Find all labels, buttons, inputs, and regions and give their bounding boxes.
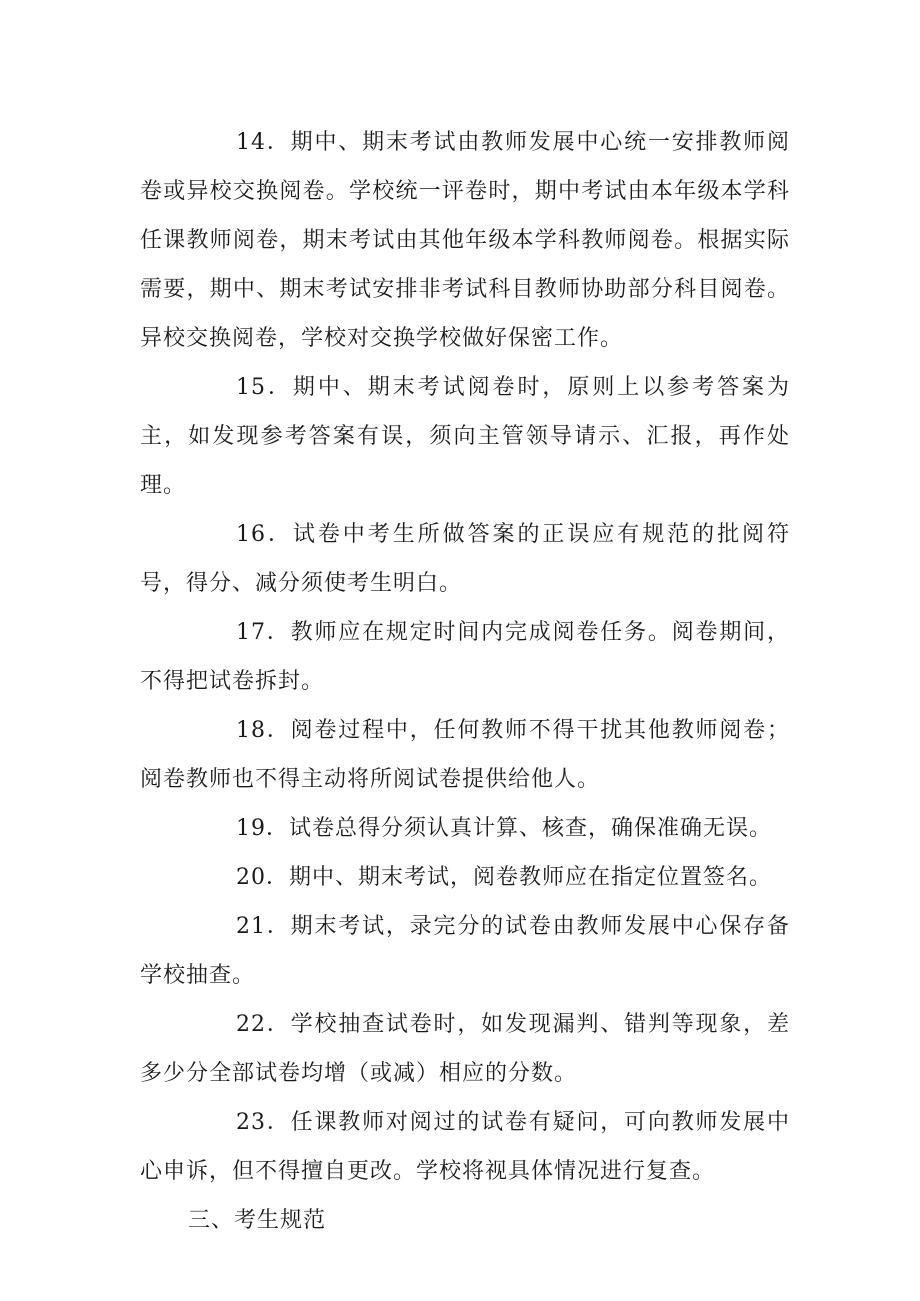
clause-number: 21 [236, 914, 266, 939]
clause-number: 16 [236, 522, 266, 547]
clause-number: 20 [236, 865, 266, 890]
clause-14 [140, 118, 790, 363]
clause-19 [140, 804, 790, 853]
clause-number: 15 [236, 375, 266, 400]
clause-text: ．学校抽查试卷时，如发现漏判、错判等现象，差多少分全部试卷均增（或减）相应的分数。 [140, 1012, 790, 1086]
clause-text: ．教师应在规定时间内完成阅卷任务。阅卷期间，不得把试卷拆封。 [140, 620, 790, 694]
clause-number: 18 [236, 718, 266, 743]
clause-number: 14 [236, 130, 266, 155]
clause-text: ．试卷总得分须认真计算、核查，确保准确无误。 [266, 816, 773, 841]
clause-22 [140, 1000, 790, 1098]
clause-17 [140, 608, 790, 706]
clause-text: ．期中、期末考试，阅卷教师应在指定位置签名。 [266, 865, 773, 890]
clause-15 [140, 363, 790, 510]
clause-text: ．试卷中考生所做答案的正误应有规范的批阅符号，得分、减分须使考生明白。 [140, 522, 790, 596]
clause-text: ．任课教师对阅过的试卷有疑问，可向教师发展中心申诉，但不得擅自更改。学校将视具体情况进行复查。 [140, 1110, 790, 1184]
clause-number: 19 [236, 816, 266, 841]
clause-16 [140, 510, 790, 608]
clause-text: ．期末考试，录完分的试卷由教师发展中心保存备学校抽查。 [140, 914, 790, 988]
clause-text: ．期中、期末考试由教师发展中心统一安排教师阅卷或异校交换阅卷。学校统一评卷时，期中考试由本年级本学科任课教师阅卷，期末考试由其他年级本学科教师阅卷。根据实际需要，期中、期末考试安排非考试科目教师协助部分科目阅卷。异校交换阅卷，学校对交换学校做好保密工作。 [140, 130, 790, 351]
clause-23 [140, 1098, 790, 1196]
clause-18 [140, 706, 790, 804]
clause-21 [140, 902, 790, 1000]
section-heading: 三、考生规范 [188, 1208, 327, 1233]
clause-text: ．阅卷过程中，任何教师不得干扰其他教师阅卷；阅卷教师也不得主动将所阅试卷提供给他人。 [140, 718, 790, 792]
clause-number: 22 [236, 1012, 266, 1037]
clause-number: 17 [236, 620, 266, 645]
clause-number: 23 [236, 1110, 266, 1135]
clause-20 [140, 853, 790, 902]
document-body [140, 118, 790, 1245]
clause-text: ．期中、期末考试阅卷时，原则上以参考答案为主，如发现参考答案有误，须向主管领导请示、汇报，再作处理。 [140, 375, 790, 498]
